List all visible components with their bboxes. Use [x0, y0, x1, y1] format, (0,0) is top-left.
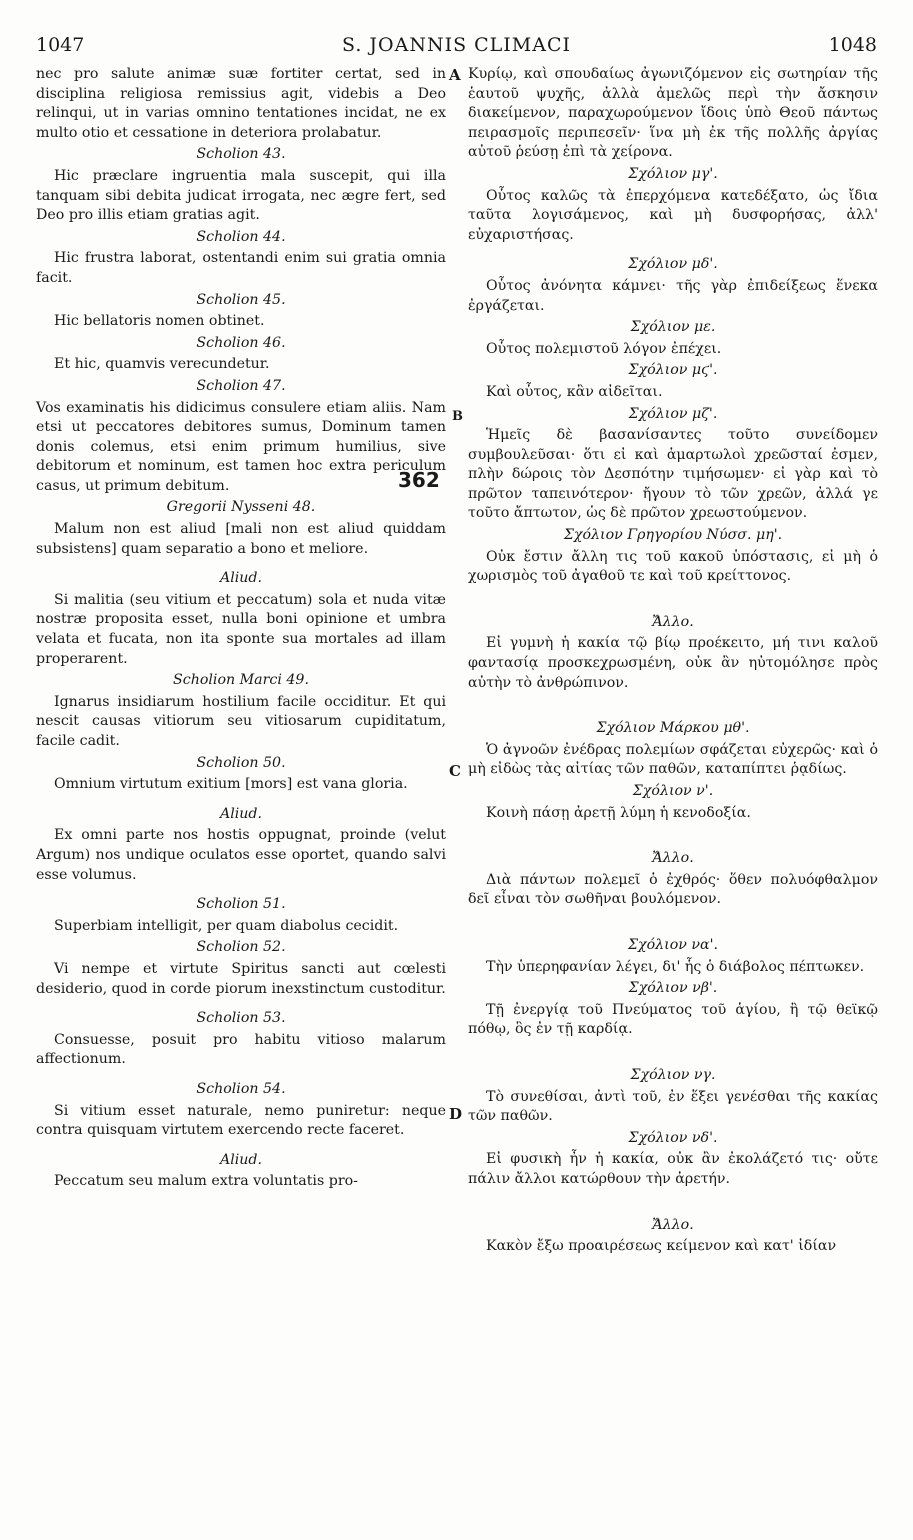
greek-heading-allo-3: Ἄλλο.: [652, 1216, 694, 1233]
latin-heading-46: Scholion 46.: [196, 334, 286, 351]
left-page-number: 1047: [36, 34, 85, 56]
greek-heading-46: Σχόλιον μϛ'.: [628, 362, 718, 379]
greek-heading-43: Σχόλιον μγ'.: [628, 165, 718, 182]
margin-letter-c: C: [449, 762, 461, 780]
latin-heading-47: Scholion 47.: [196, 377, 286, 394]
greek-allo-1: Εἰ γυμνὴ ἡ κακία τῷ βίῳ προέκειτο, μή τινι καλοῦ φαντασίᾳ προσκεχρωσμένη, οὐκ ἂν ηὐτομόλησε πρὸς αὐτὴν τὸ ἀνθρώπινον.: [468, 635, 878, 691]
greek-scholion-54: Εἰ φυσικὴ ἦν ἡ κακία, οὐκ ἂν ἐκολάζετό τις· οὔτε πάλιν ἄλλοι κατώρθουν τὴν ἀρετήν.: [468, 1151, 878, 1187]
latin-heading-54: Scholion 54.: [196, 1080, 286, 1097]
greek-heading-allo-1: Ἄλλο.: [652, 613, 694, 630]
greek-scholion-46: Καὶ οὗτος, κἂν αἰδεῖται.: [486, 383, 663, 400]
latin-column: [36, 65, 446, 1194]
latin-scholion-47-rest: etiam aliis. Nam etsi ut peccatores debitores sumus, Dominum tamen donis colemus, etsi enim primum humilius, sive debitorum et nominum, est tamen hoc extra periculum casus, ut primum debitum.: [36, 399, 446, 494]
greek-column: [468, 65, 878, 1259]
greek-allo-2: Διὰ πάντων πολεμεῖ ὁ ἐχθρός· ὅθεν πολυόφθαλμον δεῖ εἶναι τὸν σωθῆναι βουλόμενον.: [468, 871, 878, 908]
latin-scholion-48: Malum non est aliud [mali non est aliud quiddam subsistens] quam separatio a bono et meliore.: [36, 521, 446, 557]
greek-heading-53: Σχόλιον νγ.: [630, 1066, 716, 1083]
greek-heading-47: Σχόλιον μζ'.: [628, 405, 718, 422]
latin-scholion-51: Superbiam intelligit, per quam diabolus cecidit.: [54, 917, 399, 934]
column-number: 362: [398, 468, 440, 492]
greek-scholion-44: Οὗτος ἀνόνητα κάμνει· τῆς γὰρ ἐπιδείξεως ἕνεκα ἐργάζεται.: [468, 277, 878, 314]
latin-scholion-46: Et hic, quamvis verecundetur.: [54, 356, 270, 373]
latin-scholion-47: [36, 399, 446, 497]
latin-heading-53: Scholion 53.: [196, 1010, 286, 1027]
latin-heading-48: Gregorii Nysseni 48.: [166, 499, 316, 516]
margin-letter-a: A: [449, 66, 461, 84]
latin-heading-43: Scholion 43.: [196, 146, 286, 163]
greek-scholion-45: Οὗτος πολεμιστοῦ λόγον ἐπέχει.: [486, 340, 722, 357]
latin-aliud-2: Ex omni parte nos hostis oppugnat, proinde (velut Argum) nos undique oculatos esse oportet, quando salvi esse volumus.: [36, 827, 446, 883]
latin-scholion-54: Si vitium esset naturale, nemo puniretur: neque contra quisquam virtutem exercendo recte faceret.: [36, 1102, 446, 1139]
greek-scholion-47: Ἡμεῖς δὲ βασανίσαντες τοῦτο συνείδομεν συμβουλεῦσαι· ὅτι εἰ καὶ ἁμαρτωλοὶ χρεῶσταί ἐσμεν, πλὴν δώροις τὸν Δεσπότην τιμήσωμεν· εἰ γὰρ καὶ τὸ πρῶτον ταπεινότερον· ἤγουν τὸ τῶν χρεῶν, ἀλλά γε τοῦτο ἄπτωτον, ὡς δὲ πρῶτον χρεωστούμενον.: [468, 427, 878, 522]
greek-heading-45: Σχόλιον με.: [630, 319, 716, 336]
greek-heading-49: Σχόλιον Μάρκου μθ'.: [596, 720, 750, 737]
greek-scholion-43: Οὗτος καλῶς τὰ ἐπερχόμενα κατεδέξατο, ὡς ἴδια ταῦτα λογισάμενος, καὶ μὴ δυσφορήσας, ἀλλ' εὐχαριστήσας.: [468, 187, 878, 243]
margin-letter-d: D: [449, 1105, 463, 1123]
page-header: [0, 34, 913, 60]
greek-scholion-49: Ὁ ἀγνοῶν ἐνέδρας πολεμίων σφάζεται εὐχερῶς· καὶ ὁ μὴ εἰδὼς τὰς αἰτίας τῶν παθῶν, καταπίπτει ῥᾳδίως.: [468, 741, 878, 778]
latin-scholion-47-first: Vos examinatis his didicimus consulere: [36, 399, 322, 416]
latin-scholion-50: Omnium virtutum exitium [mors] est vana gloria.: [54, 776, 408, 793]
latin-scholion-44: Hic frustra laborat, ostentandi enim sui gratia omnia facit.: [36, 250, 446, 286]
greek-scholion-52: Τῇ ἐνεργίᾳ τοῦ Πνεύματος τοῦ ἁγίου, ἢ τῷ θεϊκῷ πόθῳ, ὃς ἐν τῇ καρδίᾳ.: [468, 1001, 878, 1038]
latin-aliud-1: Si malitia (seu vitium et peccatum) sola et nuda vitæ nostræ proposita esset, nulla boni opinione et umbra velata et fucata, non ita sponte sua mortales ad illam properarent.: [36, 591, 446, 667]
latin-heading-51: Scholion 51.: [196, 896, 286, 913]
greek-continuation: Κυρίῳ, καὶ σπουδαίως ἀγωνιζόμενον εἰς σωτηρίαν τῆς ἑαυτοῦ ψυχῆς, ἀλλὰ ἀμελῶς περὶ τὴν ἄσκησιν διακείμενον, παραχωρούμενον ἴδοις ὑπὸ Θεοῦ πάντως πειρασμοῖς περιπεσεῖν· ἵνα μὴ ἐκ τῆς πολλῆς ἀργίας αὐτοῦ ῥεύσῃ ἐπὶ τὰ χείρονα.: [468, 66, 878, 161]
greek-heading-48: Σχόλιον Γρηγορίου Νύσσ. μη'.: [563, 527, 783, 544]
latin-heading-45: Scholion 45.: [196, 291, 286, 308]
latin-heading-aliud-2: Aliud.: [219, 805, 263, 822]
running-title: S. JOANNIS CLIMACI: [341, 34, 572, 56]
latin-heading-50: Scholion 50.: [196, 754, 286, 771]
latin-heading-44: Scholion 44.: [196, 228, 286, 245]
greek-heading-allo-2: Ἄλλο.: [652, 850, 694, 867]
greek-scholion-50: Κοινὴ πάσῃ ἀρετῇ λύμη ἡ κενοδοξία.: [486, 804, 751, 821]
greek-heading-54: Σχόλιον νδ'.: [628, 1129, 718, 1146]
latin-heading-aliud-1: Aliud.: [219, 570, 263, 587]
latin-scholion-52: Vi nempe et virtute Spiritus sancti aut cœlesti desiderio, quod in corde piorum inexstinctum custoditur.: [36, 960, 446, 997]
greek-heading-52: Σχόλιον νβ'.: [628, 980, 718, 997]
greek-scholion-48: Οὐκ ἔστιν ἄλλη τις τοῦ κακοῦ ὑπόστασις, εἰ μὴ ὁ χωρισμὸς τοῦ ἀγαθοῦ τε καὶ τοῦ κρείττονος.: [468, 548, 878, 585]
greek-scholion-51: Τὴν ὑπερηφανίαν λέγει, δι' ἧς ὁ διάβολος πέπτωκεν.: [486, 958, 865, 975]
latin-scholion-49: Ignarus insidiarum hostilium facile occiditur. Et qui nescit causas vitiorum seu vitiosarum cupiditatum, facile cadit.: [36, 693, 446, 749]
greek-scholion-53: Τὸ συνεθίσαι, ἀντὶ τοῦ, ἐν ἕξει γενέσθαι τῆς κακίας τῶν παθῶν.: [468, 1088, 878, 1125]
greek-heading-50: Σχόλιον ν'.: [632, 783, 714, 799]
latin-scholion-43: Hic præclare ingruentia mala suscepit, qui illa tanquam sibi debita judicat irrogata, nec ægre fert, sed Deo pro illis etiam gratias agit.: [36, 167, 446, 224]
right-page-number: 1048: [828, 34, 877, 56]
latin-heading-52: Scholion 52.: [196, 939, 286, 956]
latin-heading-aliud-3: Aliud.: [219, 1151, 263, 1168]
latin-scholion-53: Consuesse, posuit pro habitu vitioso malarum affectionum.: [36, 1031, 446, 1068]
greek-heading-51: Σχόλιον να'.: [627, 936, 719, 953]
latin-aliud-3: Peccatum seu malum extra voluntatis pro-: [54, 1173, 358, 1190]
margin-letter-b: B: [452, 409, 463, 424]
latin-heading-49: Scholion Marci 49.: [173, 672, 309, 689]
greek-allo-3: Κακὸν ἔξω προαιρέσεως κείμενον καὶ κατ' ἰδίαν: [486, 1238, 837, 1255]
latin-continuation: nec pro salute animæ suæ fortiter certat, sed in disciplina religiosa remissius agit, videbis a Deo relinqui, ut in varias omnino tentationes incidat, ne ex multo otio et cessatione in deteriora prolabatur.: [36, 66, 446, 141]
greek-heading-44: Σχόλιον μδ'.: [628, 256, 718, 273]
latin-scholion-45: Hic bellatoris nomen obtinet.: [54, 313, 265, 330]
